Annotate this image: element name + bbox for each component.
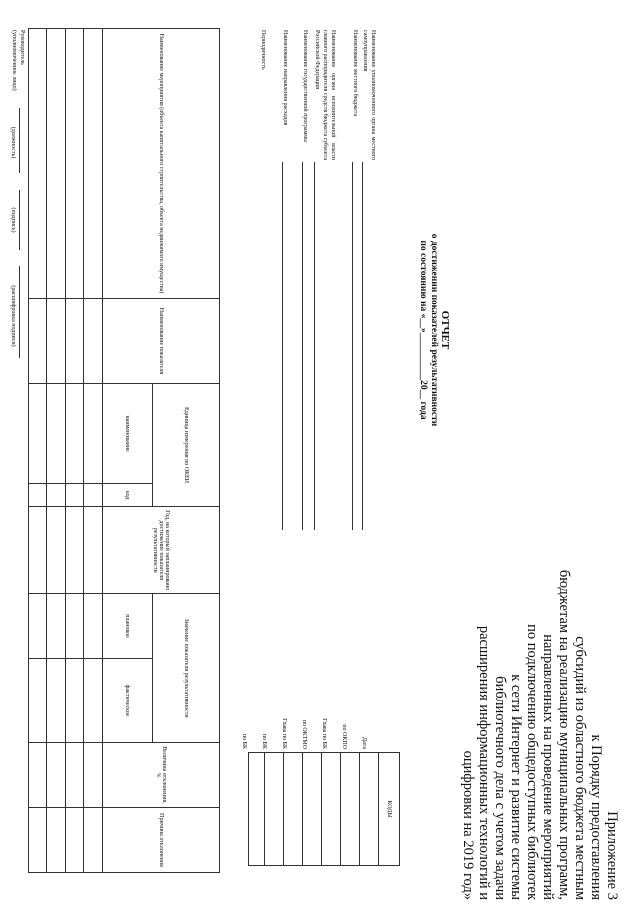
col-unit-header: Единица измерения по ОКЕИ (152, 384, 219, 507)
info-label: Наименование направления расходов (282, 30, 288, 126)
decoding-line (19, 266, 20, 358)
table-row (84, 29, 102, 873)
col-value-fact-header: фактическое (102, 659, 152, 743)
code-label: по ОКПО (341, 724, 347, 749)
code-label: по ОКТМО (301, 719, 307, 749)
info-label: Наименование органа исполнительной власти главного распорядителя средств бюджета субъекта Российской Федерации (314, 30, 336, 160)
appendix-line: к Порядку предоставления (588, 734, 604, 900)
info-label: Периодичность (260, 30, 266, 70)
appendix-line: библиотечного дела с учетом задачи (492, 676, 508, 900)
title-line: ОТЧЕТ (439, 310, 451, 350)
info-label: Наименование государственной программы (302, 30, 308, 143)
head-sub-label: (уполномоченное лицо) (11, 30, 17, 91)
col-deviation-header: Величина отклонения, % (102, 743, 219, 808)
codes-cell (340, 753, 359, 865)
info-row-program (301, 30, 309, 530)
col-reason-header: Причина отклонения (102, 808, 219, 873)
col-indicator-header: Наименование показателя (102, 299, 219, 384)
info-row-executive (313, 30, 337, 530)
col-unit-code-header: код (102, 484, 152, 507)
appendix-line: Приложение 3 (604, 811, 620, 900)
appendix-line: оцифровки на 2019 год» (460, 750, 476, 900)
code-label: по БК (261, 733, 267, 749)
indicators-table (28, 28, 220, 873)
decoding-caption: (расшифровка подписи) (10, 285, 16, 347)
appendix-line: субсидий из областного бюджета местным (572, 636, 588, 900)
fill-line (314, 162, 315, 530)
codes-header: КОДЫ (378, 753, 399, 865)
appendix-line: по подключению общедоступных библиотек (524, 624, 540, 900)
title-date-line: по состоянию на «__»__________20__ года (418, 240, 428, 420)
head-label: Руководитель (19, 30, 25, 65)
info-label: Наименование уполномоченного органа местного самоуправления (362, 30, 376, 160)
head-block (10, 30, 26, 91)
code-label: Дата (361, 737, 367, 749)
col-event-header: Наименование мероприятия (объекта капитального строительства, объекта недвижимого имущества) (102, 29, 219, 299)
codes-table (248, 752, 400, 866)
report-title (417, 180, 450, 480)
codes-labels (234, 625, 374, 749)
fill-line (362, 162, 363, 530)
position-line (19, 108, 20, 173)
table-row (65, 29, 83, 873)
table-row (29, 29, 47, 873)
signature-caption: (подпись) (10, 207, 16, 233)
appendix-line: бюджетам на реализацию муниципальных программ, (556, 569, 572, 900)
info-row-authority (361, 30, 377, 530)
codes-cell (321, 753, 340, 865)
fill-line (352, 162, 353, 530)
title-subline: о достижении показателей результативности (429, 233, 439, 427)
col-year-header: Год, на который запланировано достижение показателя результативности (102, 507, 219, 594)
codes-cell (246, 753, 264, 865)
col-value-header: Значение показателя результативности (152, 594, 219, 743)
codes-cell (302, 753, 321, 865)
code-label: по БК (241, 733, 247, 749)
appendix-line: направленных на проведение мероприятий (540, 634, 556, 900)
table-row (47, 29, 65, 873)
code-label: Глава по БК (321, 718, 327, 749)
col-unit-name-header: наименование (102, 384, 152, 484)
info-row-budget (351, 30, 359, 530)
appendix-header (460, 520, 620, 900)
codes-cell (283, 753, 302, 865)
codes-cell (264, 753, 283, 865)
position-caption: (должность) (10, 126, 16, 159)
appendix-line: к сети Интернет и развитие системы (508, 674, 524, 900)
appendix-line: расширения информационных технологий и (476, 625, 492, 900)
info-row-periodicity (259, 30, 267, 530)
fill-line (302, 162, 303, 530)
signature-line (19, 190, 20, 250)
info-row-direction (281, 30, 289, 530)
fill-line (282, 162, 283, 530)
code-label: Глава по БК (281, 718, 287, 749)
codes-cell (359, 753, 378, 865)
info-label: Наименование местного бюджета (352, 30, 358, 117)
col-value-plan-header: плановое (102, 594, 152, 659)
